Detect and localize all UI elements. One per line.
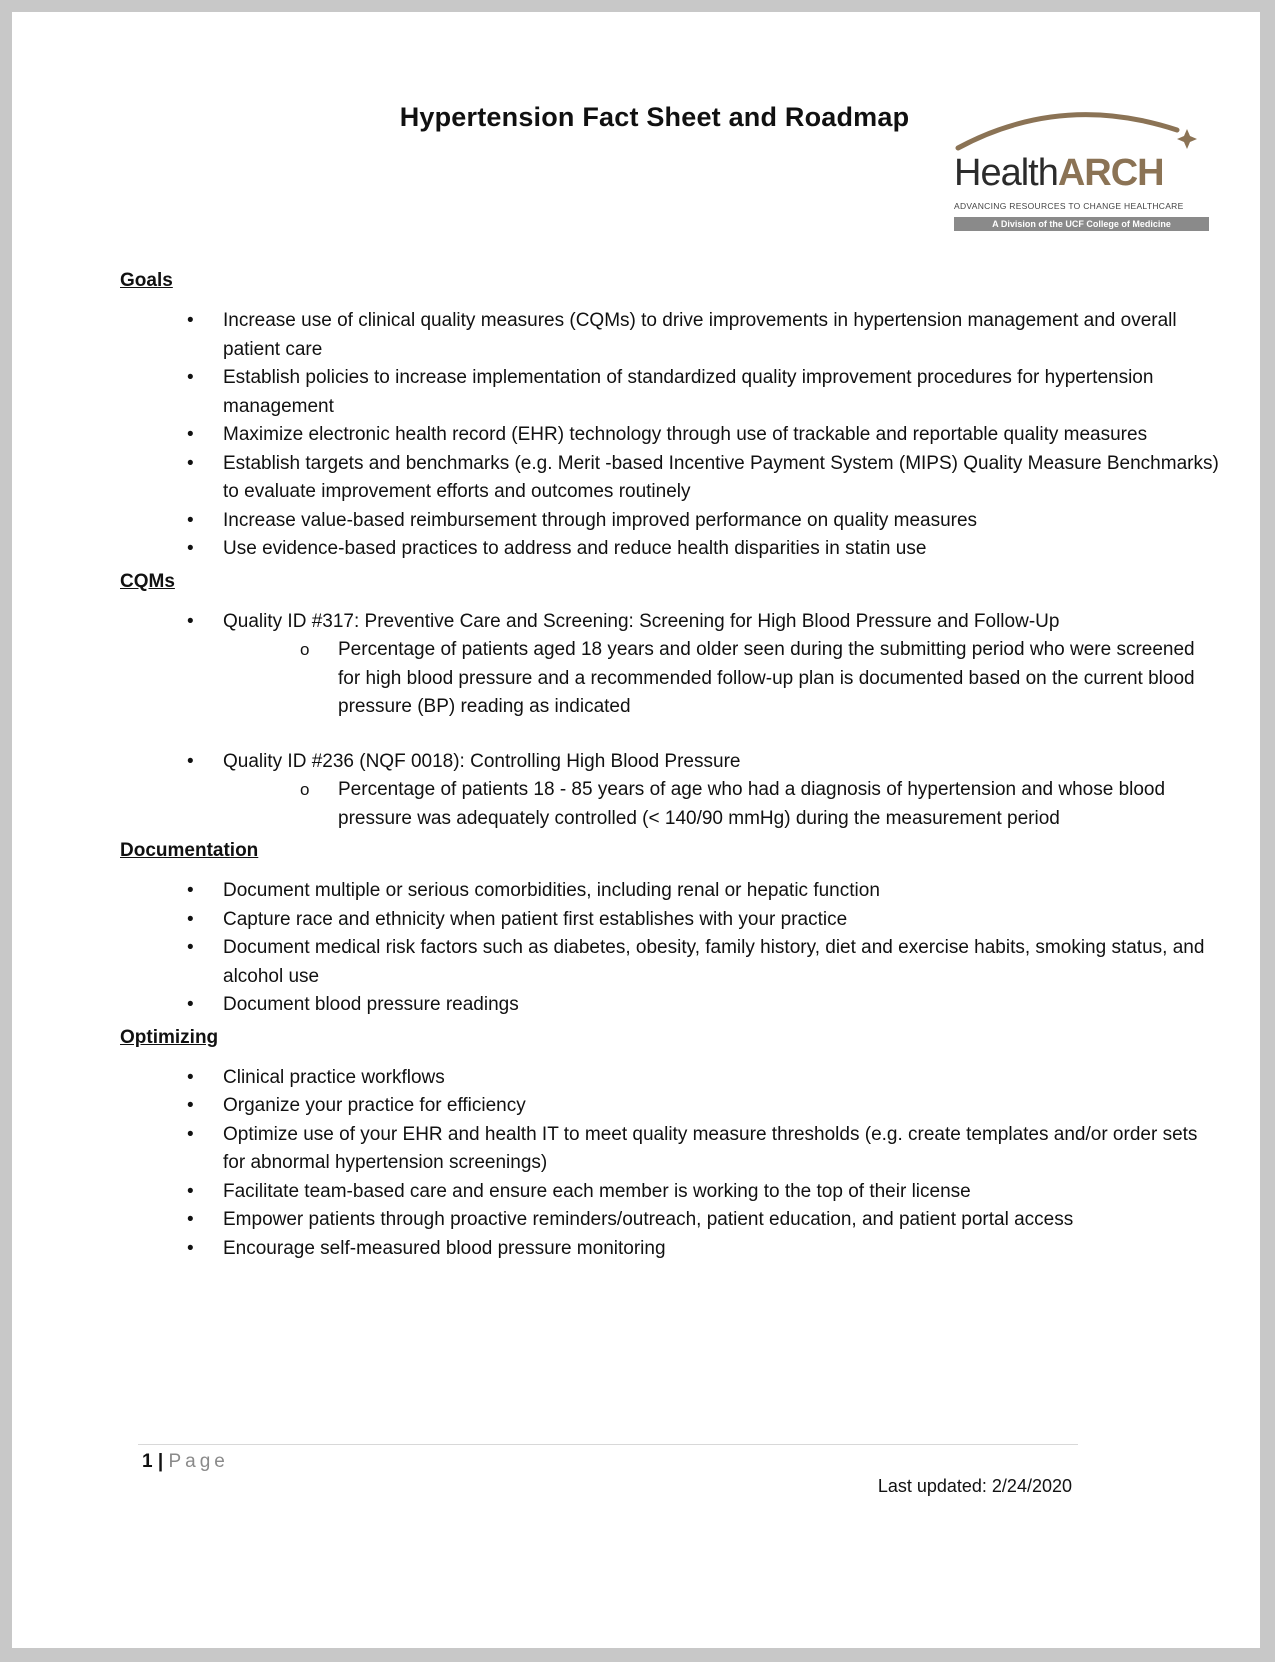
logo-division-band: A Division of the UCF College of Medicine [954,217,1209,231]
logo-wordmark: HealthARCH [954,152,1164,194]
cqms-list-2 [120,748,1220,834]
cqm-sublist [223,636,1220,722]
sub-list-item: o Percentage of patients aged 18 years and older seen during the submitting period who were screened for high blood pressure and a recommended follow-up plan is documented based on the current blood pressure (BP) reading as indicated [120,636,1220,722]
logo-arc-icon [952,100,1217,160]
list-item: • Use evidence-based practices to address and reduce health disparities in statin use [120,535,1220,564]
list-item: • Empower patients through proactive reminders/outreach, patient education, and patient portal access [120,1206,1220,1235]
footer-divider [138,1444,1078,1445]
list-item: • Clinical practice workflows [120,1064,1220,1093]
list-item: • Capture race and ethnicity when patient first establishes with your practice [120,906,1220,935]
list-item [120,608,1220,722]
cqm-label: Quality ID #236 (NQF 0018): Controlling High Blood Pressure [223,750,741,772]
list-item: • Document multiple or serious comorbidities, including renal or hepatic function [120,877,1220,906]
list-item [120,748,1220,834]
page-number: 1 | Page [142,1451,229,1472]
optimizing-list [120,1064,1220,1264]
list-item: • Increase use of clinical quality measures (CQMs) to drive improvements in hypertension management and overall patient care [120,307,1220,364]
section-heading-goals: Goals [120,270,173,291]
healtharch-logo [952,100,1217,236]
section-heading-documentation: Documentation [120,840,259,861]
list-item: • Document blood pressure readings [120,991,1220,1020]
cqms-list [120,608,1220,722]
list-item: • Facilitate team-based care and ensure each member is working to the top of their license [120,1178,1220,1207]
document-body [120,267,1220,1267]
list-item: • Organize your practice for efficiency [120,1092,1220,1121]
sub-list-item: o Percentage of patients 18 - 85 years of age who had a diagnosis of hypertension and whose blood pressure was adequately controlled (< 140/90 mmHg) during the measurement period [120,776,1220,833]
section-heading-optimizing: Optimizing [120,1026,219,1048]
documentation-list [120,877,1220,1020]
logo-tagline: ADVANCING RESOURCES TO CHANGE HEALTHCARE [954,201,1184,211]
list-item: • Encourage self-measured blood pressure monitoring [120,1235,1220,1264]
cqm-sublist [223,776,1220,833]
page-title: Hypertension Fact Sheet and Roadmap [399,102,910,132]
goals-list [120,307,1220,564]
list-item: • Establish targets and benchmarks (e.g. Merit -based Incentive Payment System (MIPS) Quality Measure Benchmarks) to evaluate improvement efforts and outcomes routinely [120,450,1220,507]
list-item: • Establish policies to increase implementation of standardized quality improvement procedures for hypertension management [120,364,1220,421]
document-page [12,12,1260,1648]
last-updated: Last updated: 2/24/2020 [877,1476,1072,1496]
section-heading-cqms: CQMs [120,570,175,592]
cqm-label: Quality ID #317: Preventive Care and Screening: Screening for High Blood Pressure and Follow-Up [223,610,1060,632]
list-item: • Optimize use of your EHR and health IT to meet quality measure thresholds (e.g. create templates and/or order sets for abnormal hypertension screenings) [120,1121,1220,1178]
list-item: • Document medical risk factors such as diabetes, obesity, family history, diet and exercise habits, smoking status, and alcohol use [120,934,1220,991]
list-item: • Increase value-based reimbursement through improved performance on quality measures [120,507,1220,536]
list-item: • Maximize electronic health record (EHR) technology through use of trackable and reportable quality measures [120,421,1220,450]
